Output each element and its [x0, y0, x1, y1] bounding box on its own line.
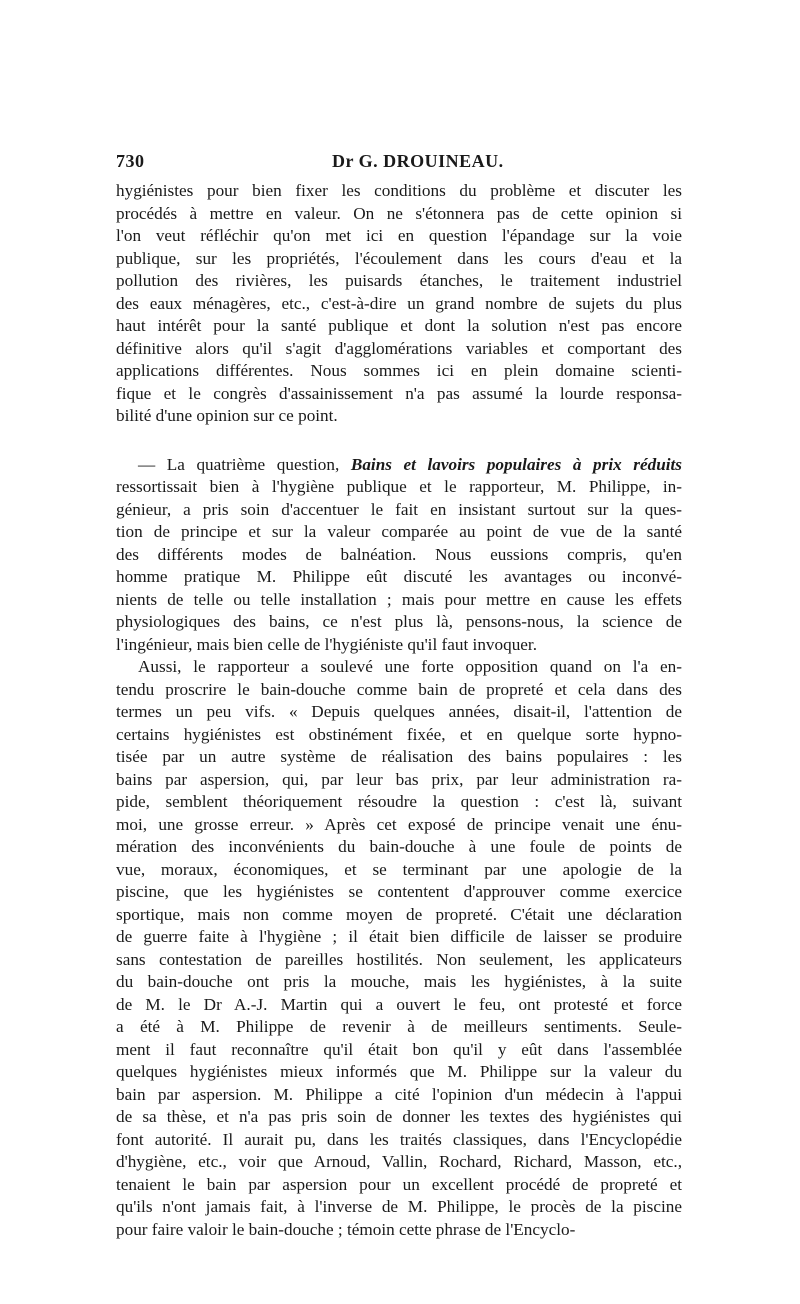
- text-line: mération des inconvénients du bain-douche à une foule de points de: [116, 837, 682, 856]
- paragraph-1: [116, 180, 682, 428]
- text-line: des eaux ménagères, etc., c'est-à-dire un grand nombre de sujets du plus: [116, 293, 682, 313]
- text-line: procédés à mettre en valeur. On ne s'étonnera pas de cette opinion si: [116, 203, 682, 223]
- text-line: de guerre faite à l'hygiène ; il était bien difficile de laisser se produire: [116, 927, 682, 946]
- question-intro: — La quatrième question,: [138, 454, 351, 474]
- text-line: bains par aspersion, qui, par leur bas prix, par leur administration ra-: [116, 769, 682, 789]
- text-line: ressortissait bien à l'hygiène publique et le rapporteur, M. Philippe, in-: [116, 477, 682, 496]
- text-line: quelques hygiénistes mieux informés que M. Philippe sur la valeur du: [116, 1062, 682, 1081]
- text-line: font autorité. Il aurait pu, dans les traités classiques, dans l'Encyclopédie: [116, 1129, 682, 1149]
- paragraph-3: [116, 656, 682, 1241]
- text-line: homme pratique M. Philippe eût discuté les avantages ou inconvé-: [116, 567, 682, 586]
- running-header: [116, 151, 682, 175]
- text-line: hygiénistes pour bien fixer les conditions du problème et discuter les: [116, 181, 682, 200]
- text-line: tion de principe et sur la valeur comparée au point de vue de la santé: [116, 522, 682, 541]
- text-line: bain par aspersion. M. Philippe a cité l'opinion d'un médecin à l'appui: [116, 1084, 682, 1104]
- text-line: fique et le congrès d'assainissement n'a pas assumé la lourde responsa-: [116, 383, 682, 403]
- text-line: nients de telle ou telle installation ; mais pour mettre en cause les effets: [116, 589, 682, 609]
- text-line: publique, sur les propriétés, l'écoulement dans les cours d'eau et la: [116, 248, 682, 268]
- text-line: pide, semblent théoriquement résoudre la question : c'est là, suivant: [116, 792, 682, 811]
- text-line: moi, une grosse erreur. » Après cet exposé de principe venait une énu-: [116, 814, 682, 834]
- text-line: génieur, a pris soin d'accentuer le fait en insistant surtout sur la ques-: [116, 499, 682, 519]
- text-line: sportique, mais non comme moyen de propreté. C'était une déclaration: [116, 904, 682, 924]
- text-line: l'ingénieur, mais bien celle de l'hygiéniste qu'il faut invoquer.: [116, 634, 537, 654]
- question-title: Bains et lavoirs populaires à prix réduits: [350, 454, 682, 474]
- text-line: pour faire valoir le bain-douche ; témoin cette phrase de l'Encyclo-: [116, 1219, 576, 1239]
- body-text: [116, 180, 682, 1241]
- text-line: définitive alors qu'il s'agit d'agglomérations variables et comportant des: [116, 338, 682, 358]
- text-line: a été à M. Philippe de revenir à de meilleurs sentiments. Seule-: [116, 1017, 682, 1036]
- text-line: [116, 454, 682, 477]
- text-line: tendu proscrire le bain-douche comme bain de propreté et cela dans des: [116, 679, 682, 699]
- text-line: tisée par un autre système de réalisation des bains populaires : les: [116, 747, 682, 766]
- text-line: piscine, que les hygiénistes se contentent d'approuver comme exercice: [116, 882, 682, 901]
- text-line: pollution des rivières, les puisards étanches, le traitement industriel: [116, 271, 682, 290]
- text-line: certains hygiénistes est obstinément fixée, et en quelque sorte hypno-: [116, 724, 682, 744]
- text-line: de M. le Dr A.-J. Martin qui a ouvert le feu, ont protesté et force: [116, 994, 682, 1014]
- text-line: l'on veut réfléchir qu'on met ici en question l'épandage sur la voie: [116, 226, 682, 245]
- text-line: vue, moraux, économiques, et se terminant par une apologie de la: [116, 859, 682, 879]
- text-line: de sa thèse, et n'a pas pris soin de donner les textes des hygiénistes qui: [116, 1107, 682, 1126]
- text-line: physiologiques des bains, ce n'est plus là, pensons-nous, la science de: [116, 612, 682, 631]
- text-line: haut intérêt pour la santé publique et dont la solution n'est pas encore: [116, 316, 682, 335]
- page-number: 730: [116, 151, 145, 171]
- paragraph-gap: [116, 428, 682, 454]
- text-line: tenaient le bain par aspersion pour un excellent procédé de propreté et: [116, 1174, 682, 1194]
- text-line: ment il faut reconnaître qu'il était bon qu'il y eût dans l'assemblée: [116, 1039, 682, 1059]
- text-line: du bain-douche ont pris la mouche, mais les hygiénistes, à la suite: [116, 972, 682, 991]
- text-line: qu'ils n'ont jamais fait, à l'inverse de M. Philippe, le procès de la piscine: [116, 1197, 682, 1216]
- text-line: d'hygiène, etc., voir que Arnoud, Vallin, Rochard, Richard, Masson, etc.,: [116, 1152, 682, 1171]
- text-line: Aussi, le rapporteur a soulevé une forte opposition quand on l'a en-: [138, 657, 682, 676]
- text-line: des différents modes de balnéation. Nous eussions compris, qu'en: [116, 544, 682, 564]
- text-line: termes un peu vifs. « Depuis quelques années, disait-il, l'attention de: [116, 702, 682, 721]
- paragraph-2: [116, 454, 682, 657]
- running-title: Dr G. DROUINEAU.: [332, 151, 504, 171]
- text-line: applications différentes. Nous sommes ici en plein domaine scienti-: [116, 361, 682, 380]
- text-line: sans contestation de pareilles hostilités. Non seulement, les applicateurs: [116, 949, 682, 969]
- text-line: bilité d'une opinion sur ce point.: [116, 406, 338, 425]
